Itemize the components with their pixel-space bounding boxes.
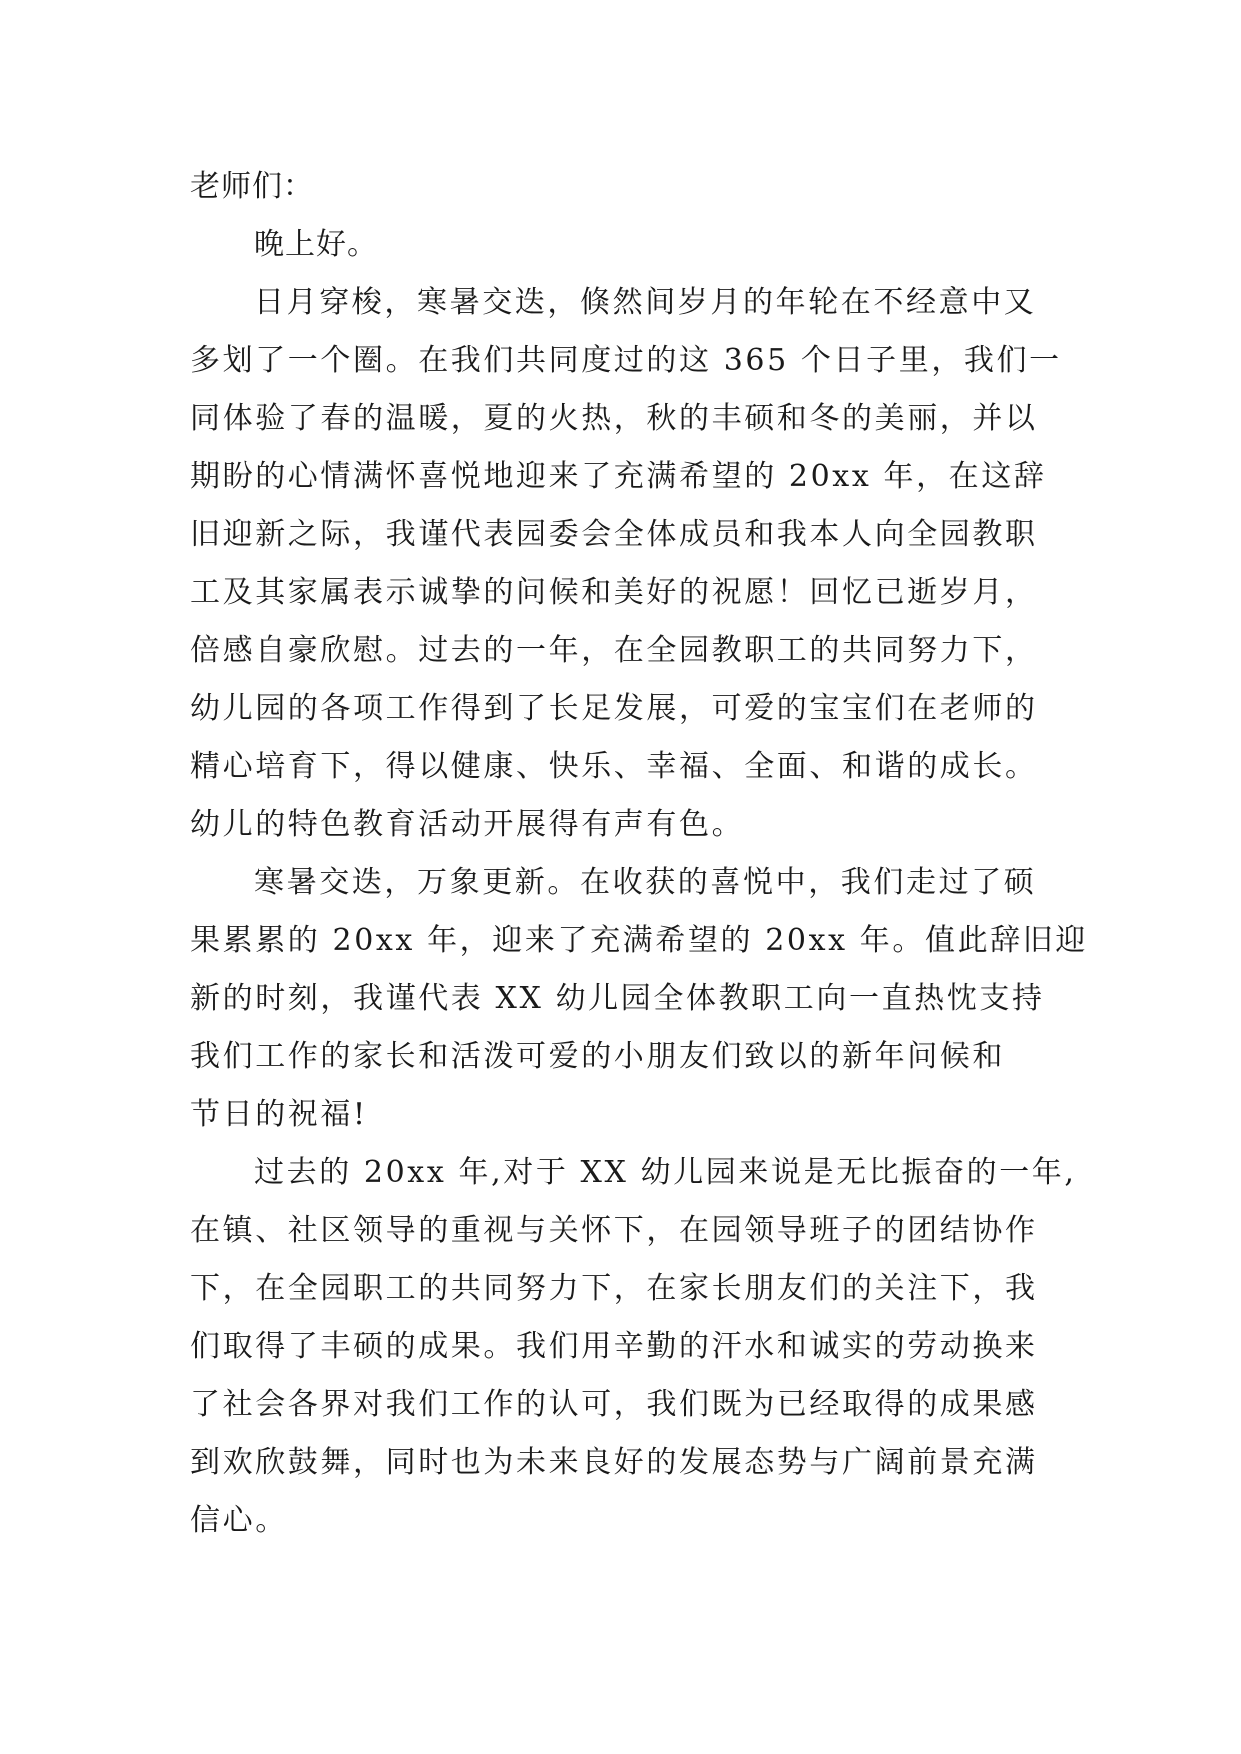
document-body bbox=[190, 158, 1088, 1550]
paragraph-1-line-4: 期盼的心情满怀喜悦地迎来了充满希望的 20xx 年，在这辞 bbox=[190, 459, 1047, 494]
paragraph-1-line-6: 工及其家属表示诚挚的问候和美好的祝愿！回忆已逝岁月， bbox=[190, 575, 1038, 610]
paragraph-2-line-3: 新的时刻，我谨代表 XX 幼儿园全体教职工向一直热忱支持 bbox=[190, 981, 1045, 1016]
paragraph-1-line-1: 日月穿梭，寒暑交迭，倏然间岁月的年轮在不经意中又 bbox=[254, 285, 1037, 320]
salutation-line: 老师们： bbox=[190, 169, 314, 204]
paragraph-2-line-5: 节日的祝福! bbox=[190, 1097, 368, 1132]
paragraph-1-line-2: 多划了一个圈。在我们共同度过的这 365 个日子里，我们一 bbox=[190, 343, 1062, 378]
paragraph-2-line-2: 果累累的 20xx 年，迎来了充满希望的 20xx 年。值此辞旧迎 bbox=[190, 923, 1088, 958]
paragraph-3-line-7: 信心。 bbox=[190, 1503, 288, 1538]
paragraph-1-line-9: 精心培育下，得以健康、快乐、幸福、全面、和谐的成长。 bbox=[190, 749, 1038, 784]
paragraph-1-line-7: 倍感自豪欣慰。过去的一年，在全园教职工的共同努力下， bbox=[190, 633, 1038, 668]
paragraph-3-line-2: 在镇、社区领导的重视与关怀下，在园领导班子的团结协作 bbox=[190, 1213, 1038, 1248]
paragraph-1-line-8: 幼儿园的各项工作得到了长足发展，可爱的宝宝们在老师的 bbox=[190, 691, 1038, 726]
paragraph-2-line-4: 我们工作的家长和活泼可爱的小朋友们致以的新年问候和 bbox=[190, 1039, 1005, 1074]
greeting-line: 晚上好。 bbox=[254, 227, 378, 262]
paragraph-3-line-3: 下，在全园职工的共同努力下，在家长朋友们的关注下，我 bbox=[190, 1271, 1038, 1306]
paragraph-2-line-1: 寒暑交迭，万象更新。在收获的喜悦中，我们走过了硕 bbox=[254, 865, 1037, 900]
paragraph-3-line-5: 了社会各界对我们工作的认可，我们既为已经取得的成果感 bbox=[190, 1387, 1038, 1422]
paragraph-1-line-3: 同体验了春的温暖，夏的火热，秋的丰硕和冬的美丽，并以 bbox=[190, 401, 1038, 436]
paragraph-3-line-1: 过去的 20xx 年,对于 XX 幼儿园来说是无比振奋的一年, bbox=[254, 1155, 1077, 1190]
paragraph-1-line-5: 旧迎新之际，我谨代表园委会全体成员和我本人向全园教职 bbox=[190, 517, 1038, 552]
paragraph-1-line-10: 幼儿的特色教育活动开展得有声有色。 bbox=[190, 807, 745, 842]
paragraph-3-line-4: 们取得了丰硕的成果。我们用辛勤的汗水和诚实的劳动换来 bbox=[190, 1329, 1038, 1364]
paragraph-3-line-6: 到欢欣鼓舞，同时也为未来良好的发展态势与广阔前景充满 bbox=[190, 1445, 1038, 1480]
